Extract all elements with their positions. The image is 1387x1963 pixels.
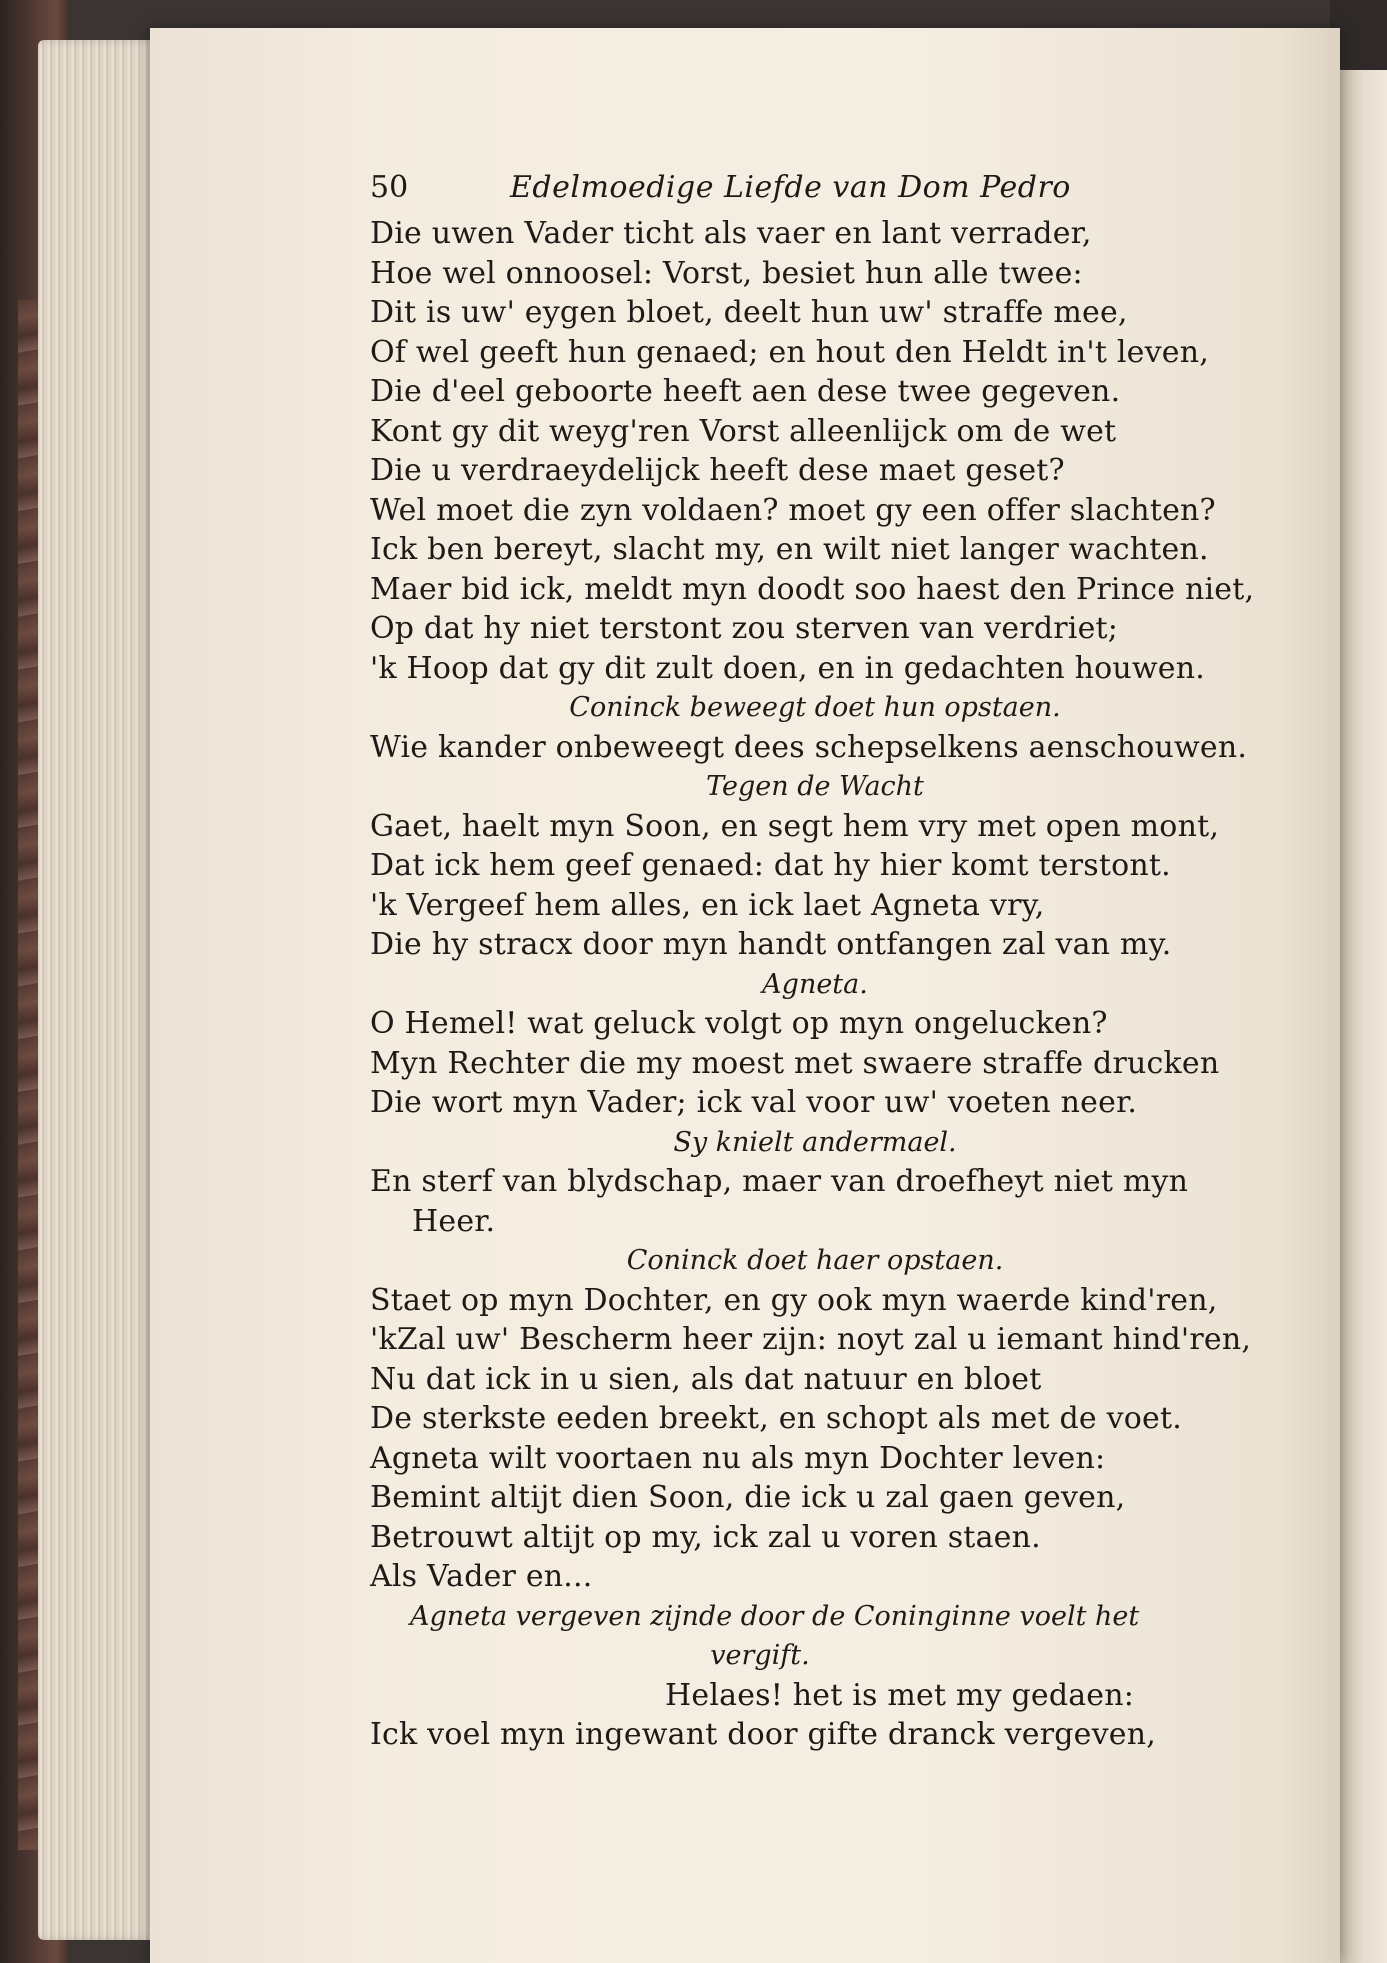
verse-line: 'k Hoop dat gy dit zult doen, en in gedachten houwen. — [370, 650, 1205, 686]
verse-line: Maer bid ick, meldt myn doodt soo haest den Prince niet, — [370, 571, 1255, 607]
verse-line: En sterf van blydschap, maer van droefheyt niet myn — [370, 1164, 1189, 1199]
verse-line: Die hy stracx door myn handt ontfangen zal van my. — [370, 927, 1172, 962]
verse-line: Als Vader en... — [370, 1559, 593, 1594]
verse-line: Die d'eel geboorte heeft aen dese twee gegeven. — [370, 374, 1121, 409]
verse-line: Kont gy dit weyg'ren Vorst alleenlijck om de wet — [370, 413, 1117, 449]
verse-line: Gaet, haelt myn Soon, en segt hem vry met open mont, — [370, 808, 1220, 844]
verse-line: Die wort myn Vader; ick val voor uw' voeten neer. — [370, 1085, 1138, 1120]
verse-line: Hoe wel onnoosel: Vorst, besiet hun alle twee: — [370, 255, 1083, 291]
verse-line: Ick voel myn ingewant door gifte dranck vergeven, — [370, 1717, 1156, 1752]
verse-line: De sterkste eeden breekt, en schopt als met de voet. — [370, 1401, 1182, 1436]
page-block-edges — [38, 40, 158, 1940]
verse-line: O Hemel! wat geluck volgt op myn ongelucken? — [370, 1006, 1108, 1041]
verse-line: Myn Rechter die my moest met swaere straffe drucken — [370, 1045, 1220, 1081]
verse-line: Dit is uw' eygen bloet, deelt hun uw' straffe mee, — [370, 295, 1128, 330]
verse-line: 'kZal uw' Bescherm heer zijn: noyt zal u iemant hind'ren, — [370, 1322, 1252, 1357]
verse-line: Staet op myn Dochter, en gy ook myn waerde kind'ren, — [370, 1282, 1218, 1318]
facing-page-edge — [1340, 70, 1387, 1963]
page-text-block — [370, 170, 1300, 1755]
stage-direction: Agneta vergeven zijnde door de Coninginne voelt het — [410, 1600, 1140, 1632]
verse-line: Helaes! het is met my gedaen: — [665, 1677, 1135, 1713]
verse-line: Dat ick hem geef genaed: dat hy hier komt terstont. — [370, 848, 1171, 883]
verse-line: Die u verdraeydelijck heeft dese maet geset? — [370, 453, 1065, 488]
running-title: Edelmoedige Liefde van Dom Pedro — [510, 170, 1071, 205]
verse-line: Wie kander onbeweegt dees schepselkens aenschouwen. — [370, 729, 1248, 765]
stage-direction: Sy knielt andermael. — [673, 1126, 957, 1158]
verse-line: Betrouwt altijt op my, ick zal u voren staen. — [370, 1519, 1041, 1555]
verse-line: Bemint altijt dien Soon, die ick u zal gaen geven, — [370, 1480, 1126, 1515]
verse-line: 'k Vergeef hem alles, en ick laet Agneta vry, — [370, 887, 1045, 923]
stage-direction: Tegen de Wacht — [706, 771, 924, 802]
stage-direction: vergift. — [710, 1640, 810, 1671]
verse-line: Die uwen Vader ticht als vaer en lant verrader, — [370, 216, 1092, 251]
verse-line: Ick ben bereyt, slacht my, en wilt niet langer wachten. — [370, 532, 1209, 567]
verse-line: Nu dat ick in u sien, als dat natuur en bloet — [370, 1361, 1042, 1397]
verse-line: Heer. — [412, 1203, 496, 1239]
verse-lines — [370, 214, 1300, 1755]
verse-line: Op dat hy niet terstont zou sterven van verdriet; — [370, 611, 1119, 646]
page-number: 50 — [370, 170, 409, 205]
stage-direction: Coninck beweegt doet hun opstaen. — [569, 692, 1061, 723]
stage-direction: Agneta. — [762, 968, 868, 1000]
verse-line: Wel moet die zyn voldaen? moet gy een offer slachten? — [370, 492, 1216, 528]
verse-line: Agneta wilt voortaen nu als myn Dochter leven: — [370, 1440, 1106, 1476]
running-head — [370, 170, 1300, 212]
stage-direction: Coninck doet haer opstaen. — [626, 1245, 1004, 1276]
verse-line: Of wel geeft hun genaed; en hout den Heldt in't leven, — [370, 334, 1209, 370]
